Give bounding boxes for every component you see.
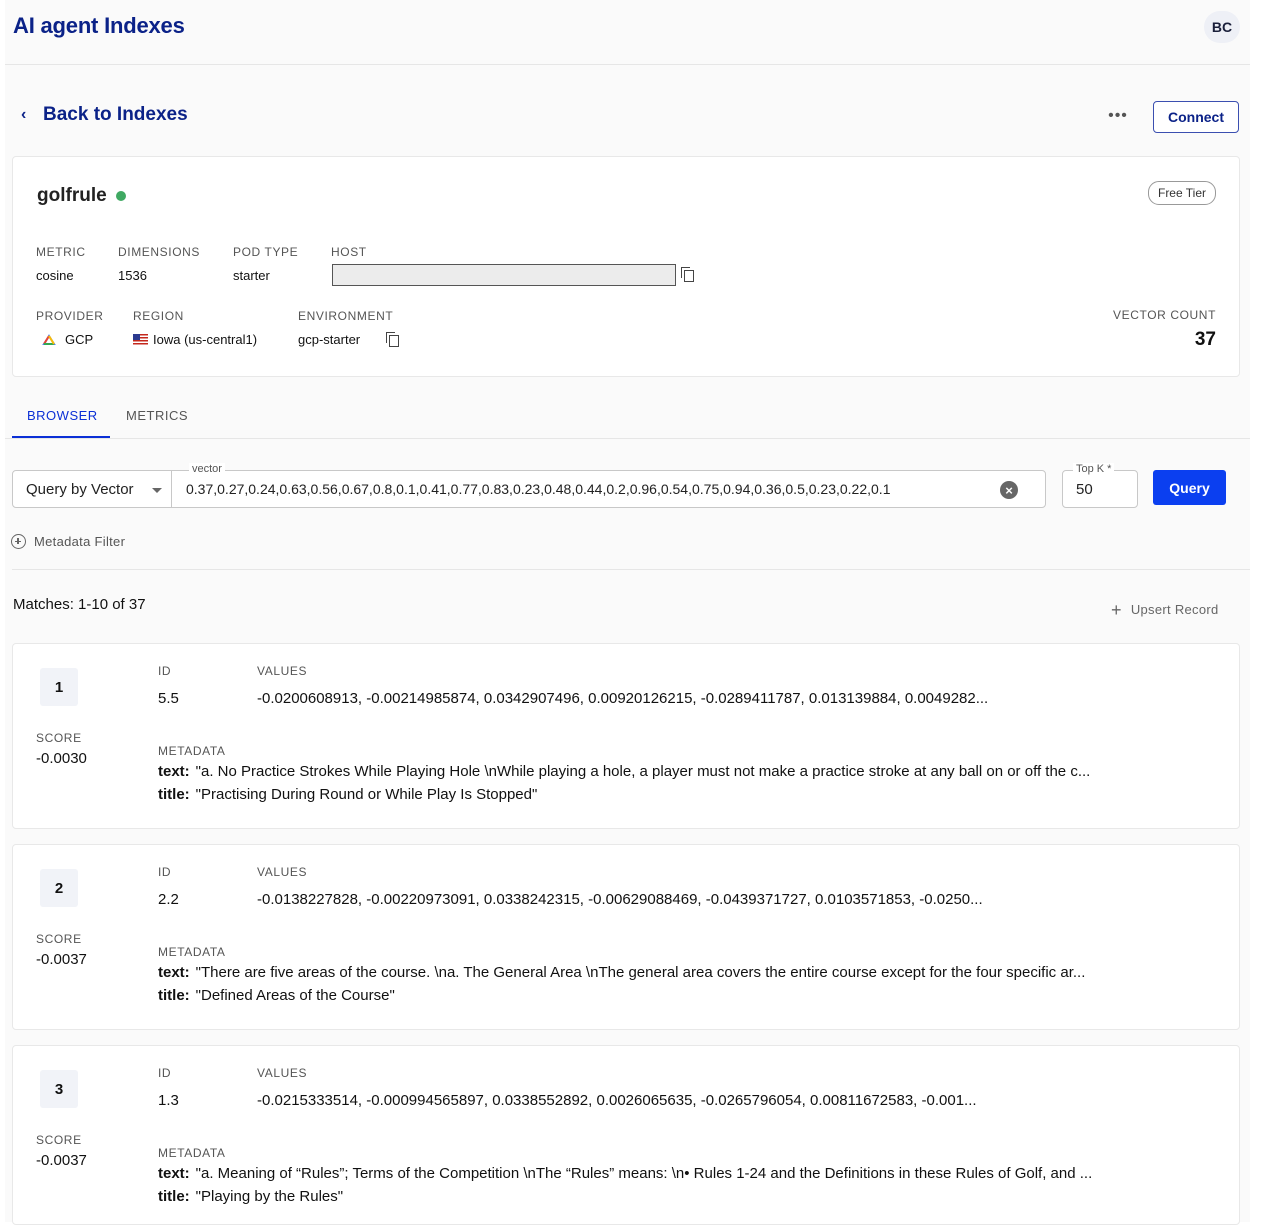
result-card bbox=[12, 643, 1240, 829]
tab-bar bbox=[5, 396, 1250, 439]
upsert-record-button[interactable] bbox=[1111, 599, 1219, 620]
result-card bbox=[12, 844, 1240, 1030]
result-rank: 1 bbox=[40, 668, 78, 706]
metadata-text: "There are five areas of the course. \na. The General Area \nThe general area covers the entire course except for the four specific ar... bbox=[195, 964, 1086, 981]
metric-label: METRIC bbox=[36, 245, 86, 259]
metadata-title: "Playing by the Rules" bbox=[195, 1188, 344, 1205]
metadata-label: METADATA bbox=[158, 744, 226, 758]
top-k-value[interactable]: 50 bbox=[1076, 481, 1093, 498]
region-label: REGION bbox=[133, 309, 184, 323]
result-card bbox=[12, 1045, 1240, 1225]
index-info-card bbox=[12, 156, 1240, 377]
active-tab-indicator bbox=[12, 436, 110, 438]
metadata-title-line bbox=[158, 987, 1168, 1004]
vector-input-value[interactable]: 0.37,0.27,0.24,0.63,0.56,0.67,0.8,0.1,0.41,0.77,0.83,0.23,0.48,0.44,0.2,0.96,0.54,0.75,0.94,0.36,0.5,0.23,0.22,0.1 bbox=[186, 481, 891, 497]
region-value: Iowa (us-central1) bbox=[153, 332, 258, 347]
matches-summary: Matches: 1-10 of 37 bbox=[13, 596, 146, 613]
text-key: text: bbox=[158, 763, 190, 780]
back-label: Back to Indexes bbox=[43, 104, 188, 125]
dimensions-label: DIMENSIONS bbox=[118, 245, 201, 259]
tier-badge: Free Tier bbox=[1148, 181, 1216, 205]
copy-environment-icon[interactable] bbox=[386, 332, 398, 346]
id-label: ID bbox=[158, 865, 172, 879]
chevron-left-icon: ‹ bbox=[21, 106, 27, 123]
vector-input-label: vector bbox=[189, 463, 225, 475]
result-score: -0.0037 bbox=[36, 1152, 87, 1169]
result-values: -0.0215333514, -0.000994565897, 0.0338552892, 0.0026065635, -0.0265796054, 0.00811672583, -0.001... bbox=[257, 1092, 977, 1109]
plus-circle-icon bbox=[11, 534, 26, 549]
result-rank: 3 bbox=[40, 1070, 78, 1108]
id-label: ID bbox=[158, 1066, 172, 1080]
values-label: VALUES bbox=[257, 865, 308, 879]
vector-input[interactable] bbox=[171, 463, 1046, 508]
more-options-icon[interactable]: ••• bbox=[1108, 107, 1128, 124]
title-key: title: bbox=[158, 987, 190, 1004]
clear-icon[interactable]: × bbox=[1000, 481, 1018, 499]
title-key: title: bbox=[158, 786, 190, 803]
result-id: 1.3 bbox=[158, 1092, 179, 1109]
page bbox=[5, 0, 1250, 1222]
top-k-input[interactable] bbox=[1062, 463, 1138, 508]
host-value-redacted bbox=[332, 264, 676, 286]
metadata-filter-button[interactable] bbox=[11, 534, 125, 549]
status-indicator-icon bbox=[116, 191, 126, 201]
metric-value: cosine bbox=[36, 268, 74, 283]
us-flag-icon bbox=[133, 334, 148, 345]
result-values: -0.0200608913, -0.00214985874, 0.0342907496, 0.00920126215, -0.0289411787, 0.013139884, 0.0049282... bbox=[257, 690, 989, 707]
user-avatar[interactable]: BC bbox=[1204, 11, 1240, 43]
vector-count-label: VECTOR COUNT bbox=[1113, 308, 1216, 322]
plus-icon: + bbox=[1111, 599, 1122, 620]
app-title: AI agent Indexes bbox=[13, 13, 185, 38]
score-label: SCORE bbox=[36, 932, 82, 946]
text-key: text: bbox=[158, 1165, 190, 1182]
vector-count-value: 37 bbox=[1194, 329, 1216, 350]
metadata-title: "Defined Areas of the Course" bbox=[195, 987, 395, 1004]
top-bar bbox=[5, 0, 1250, 65]
score-label: SCORE bbox=[36, 731, 82, 745]
metadata-text-line bbox=[158, 964, 1168, 981]
metadata-label: METADATA bbox=[158, 1146, 226, 1160]
result-id: 2.2 bbox=[158, 891, 179, 908]
metadata-text-line bbox=[158, 763, 1168, 780]
query-mode-select[interactable] bbox=[12, 470, 172, 508]
dimensions-value: 1536 bbox=[118, 268, 147, 283]
metadata-filter-label: Metadata Filter bbox=[34, 534, 126, 549]
result-id: 5.5 bbox=[158, 690, 179, 707]
caret-down-icon bbox=[152, 488, 162, 493]
metadata-text-line bbox=[158, 1165, 1168, 1182]
query-mode-value: Query by Vector bbox=[26, 480, 134, 498]
text-key: text: bbox=[158, 964, 190, 981]
values-label: VALUES bbox=[257, 664, 308, 678]
metadata-title-line bbox=[158, 786, 1168, 803]
upsert-record-label: Upsert Record bbox=[1130, 602, 1219, 617]
provider-value: GCP bbox=[65, 332, 94, 347]
values-label: VALUES bbox=[257, 1066, 308, 1080]
result-rank: 2 bbox=[40, 869, 78, 907]
result-score: -0.0037 bbox=[36, 951, 87, 968]
index-name: golfrule bbox=[37, 185, 107, 206]
score-label: SCORE bbox=[36, 1133, 82, 1147]
environment-label: ENVIRONMENT bbox=[298, 309, 394, 323]
pod-type-value: starter bbox=[233, 268, 270, 283]
gcp-cloud-icon bbox=[41, 334, 57, 346]
back-to-indexes-link[interactable] bbox=[21, 104, 188, 126]
provider-label: PROVIDER bbox=[36, 309, 104, 323]
copy-host-icon[interactable] bbox=[681, 267, 693, 281]
metadata-title-line bbox=[158, 1188, 1168, 1205]
environment-value: gcp-starter bbox=[298, 332, 361, 347]
title-key: title: bbox=[158, 1188, 190, 1205]
host-label: HOST bbox=[331, 245, 367, 259]
metadata-text: "a. Meaning of “Rules”; Terms of the Competition \nThe “Rules” means: \n• Rules 1-24 and the Definitions in these Rules of Golf, and ... bbox=[195, 1165, 1093, 1182]
metadata-label: METADATA bbox=[158, 945, 226, 959]
metadata-text: "a. No Practice Strokes While Playing Hole \nWhile playing a hole, a player must not make a practice stroke at any ball on or off the c... bbox=[195, 763, 1091, 780]
result-score: -0.0030 bbox=[36, 750, 87, 767]
connect-button[interactable]: Connect bbox=[1153, 101, 1239, 133]
query-button[interactable]: Query bbox=[1153, 470, 1226, 505]
divider bbox=[12, 569, 1250, 570]
result-values: -0.0138227828, -0.00220973091, 0.0338242315, -0.00629088469, -0.0439371727, 0.0103571853, -0.0250... bbox=[257, 891, 983, 908]
top-k-label: Top K * bbox=[1073, 463, 1114, 475]
id-label: ID bbox=[158, 664, 172, 678]
pod-type-label: POD TYPE bbox=[233, 245, 299, 259]
tab-metrics[interactable]: METRICS bbox=[126, 408, 188, 423]
metadata-title: "Practising During Round or While Play Is Stopped" bbox=[195, 786, 538, 803]
tab-browser[interactable]: BROWSER bbox=[27, 408, 98, 423]
